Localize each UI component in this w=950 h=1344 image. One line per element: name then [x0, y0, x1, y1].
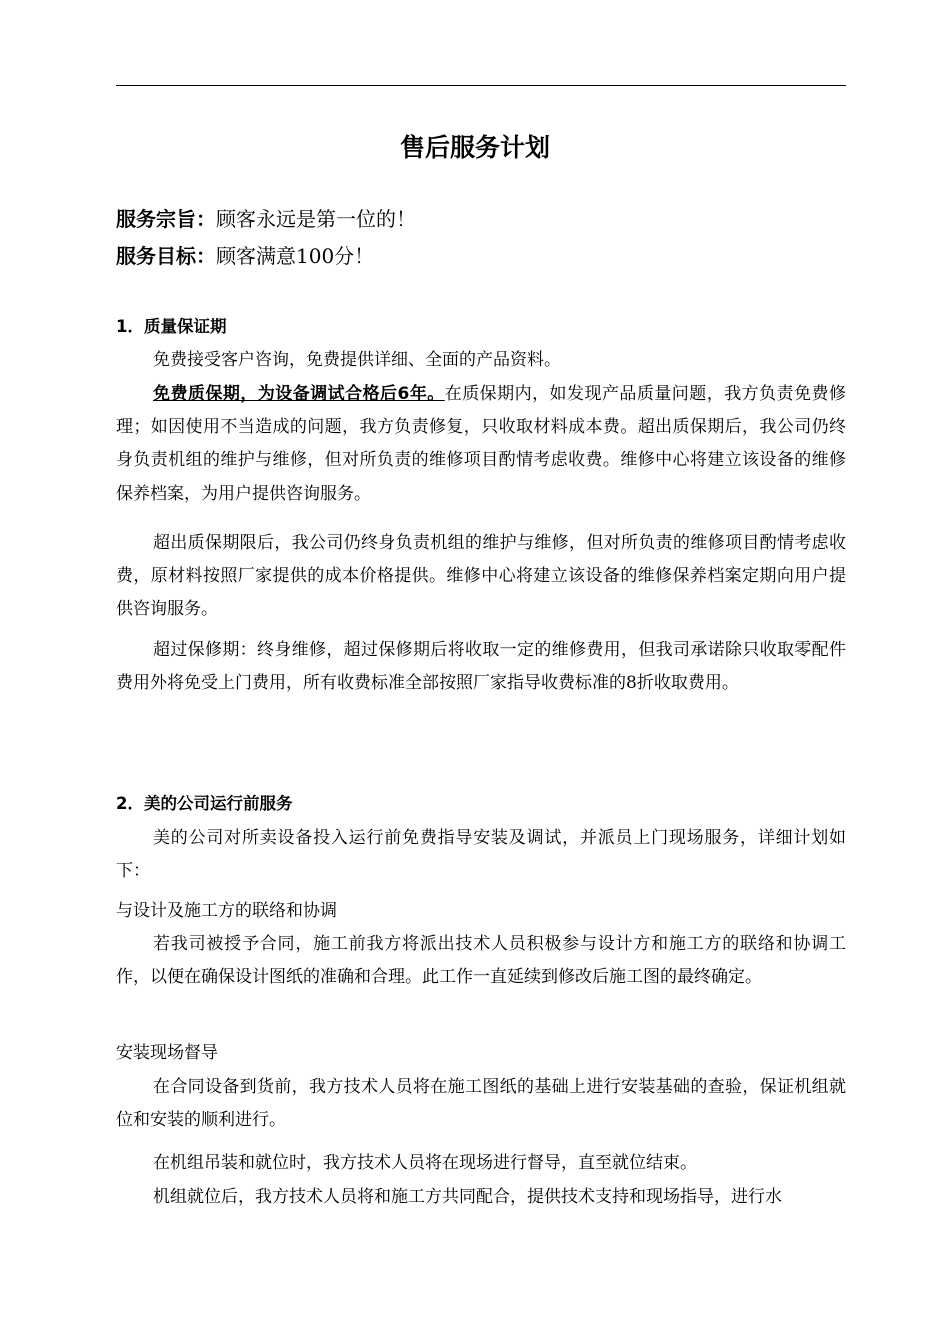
- service-goal: [116, 242, 374, 270]
- section2-subheading-coordination: 与设计及施工方的联络和协调: [116, 901, 337, 921]
- section2-heading: 2．美的公司运行前服务: [116, 794, 293, 813]
- section2-paragraph-5: 机组就位后，我方技术人员将和施工方共同配合，提供技术支持和现场指导，进行水: [153, 1187, 782, 1207]
- service-goal-text: 顾客满意100分！: [216, 244, 375, 268]
- section2-paragraph-1: 美的公司对所卖设备投入运行前免费指导安装及调试，并派员上门现场服务，详细计划如下：: [116, 828, 846, 882]
- section1-paragraph-3: 超出质保期限后，我公司仍终身负责机组的维护与维修，但对所负责的维修项目酌情考虑收费，原材料按照厂家提供的成本价格提供。维修中心将建立该设备的维修保养档案定期向用户提供咨询服务。: [116, 533, 846, 620]
- section2-paragraph-4: 在机组吊装和就位时，我方技术人员将在现场进行督导，直至就位结束。: [153, 1153, 697, 1173]
- section2-subheading-supervision: 安装现场督导: [116, 1043, 218, 1063]
- section2-paragraph-3: 在合同设备到货前，我方技术人员将在施工图纸的基础上进行安装基础的查验，保证机组就位和安装的顺利进行。: [116, 1077, 846, 1131]
- section1-paragraph-4: 超过保修期：终身维修，超过保修期后将收取一定的维修费用，但我司承诺除只收取零配件费用外将免受上门费用，所有收费标准全部按照厂家指导收费标准的8折收取费用。: [116, 640, 846, 694]
- service-purpose-label: 服务宗旨：: [116, 207, 216, 231]
- section1-paragraph-1: 免费接受客户咨询，免费提供详细、全面的产品资料。: [153, 350, 561, 370]
- section1-paragraph-2: [116, 378, 846, 511]
- service-goal-label: 服务目标：: [116, 244, 216, 268]
- header-rule: [116, 85, 846, 86]
- document-title: 售后服务计划: [399, 133, 550, 162]
- service-purpose-text: 顾客永远是第一位的！: [216, 207, 416, 231]
- warranty-emphasis: 免费质保期，为设备调试合格后6年。: [153, 384, 445, 404]
- section1-heading: 1．质量保证期: [116, 317, 227, 336]
- section2-paragraph-2: 若我司被授予合同，施工前我方将派出技术人员积极参与设计方和施工方的联络和协调工作，以便在确保设计图纸的准确和合理。此工作一直延续到修改后施工图的最终确定。: [116, 934, 846, 988]
- service-purpose: [116, 205, 416, 233]
- section1-paragraph-2-rest: 在质保期内，如发现产品质量问题，我方负责免费修理；如因使用不当造成的问题，我方负责修复，只收取材料成本费。超出质保期后，我公司仍终身负责机组的维护与维修，但对所负责的维修项目酌情考虑收费。维修中心将建立该设备的维修保养档案，为用户提供咨询服务。: [116, 384, 846, 504]
